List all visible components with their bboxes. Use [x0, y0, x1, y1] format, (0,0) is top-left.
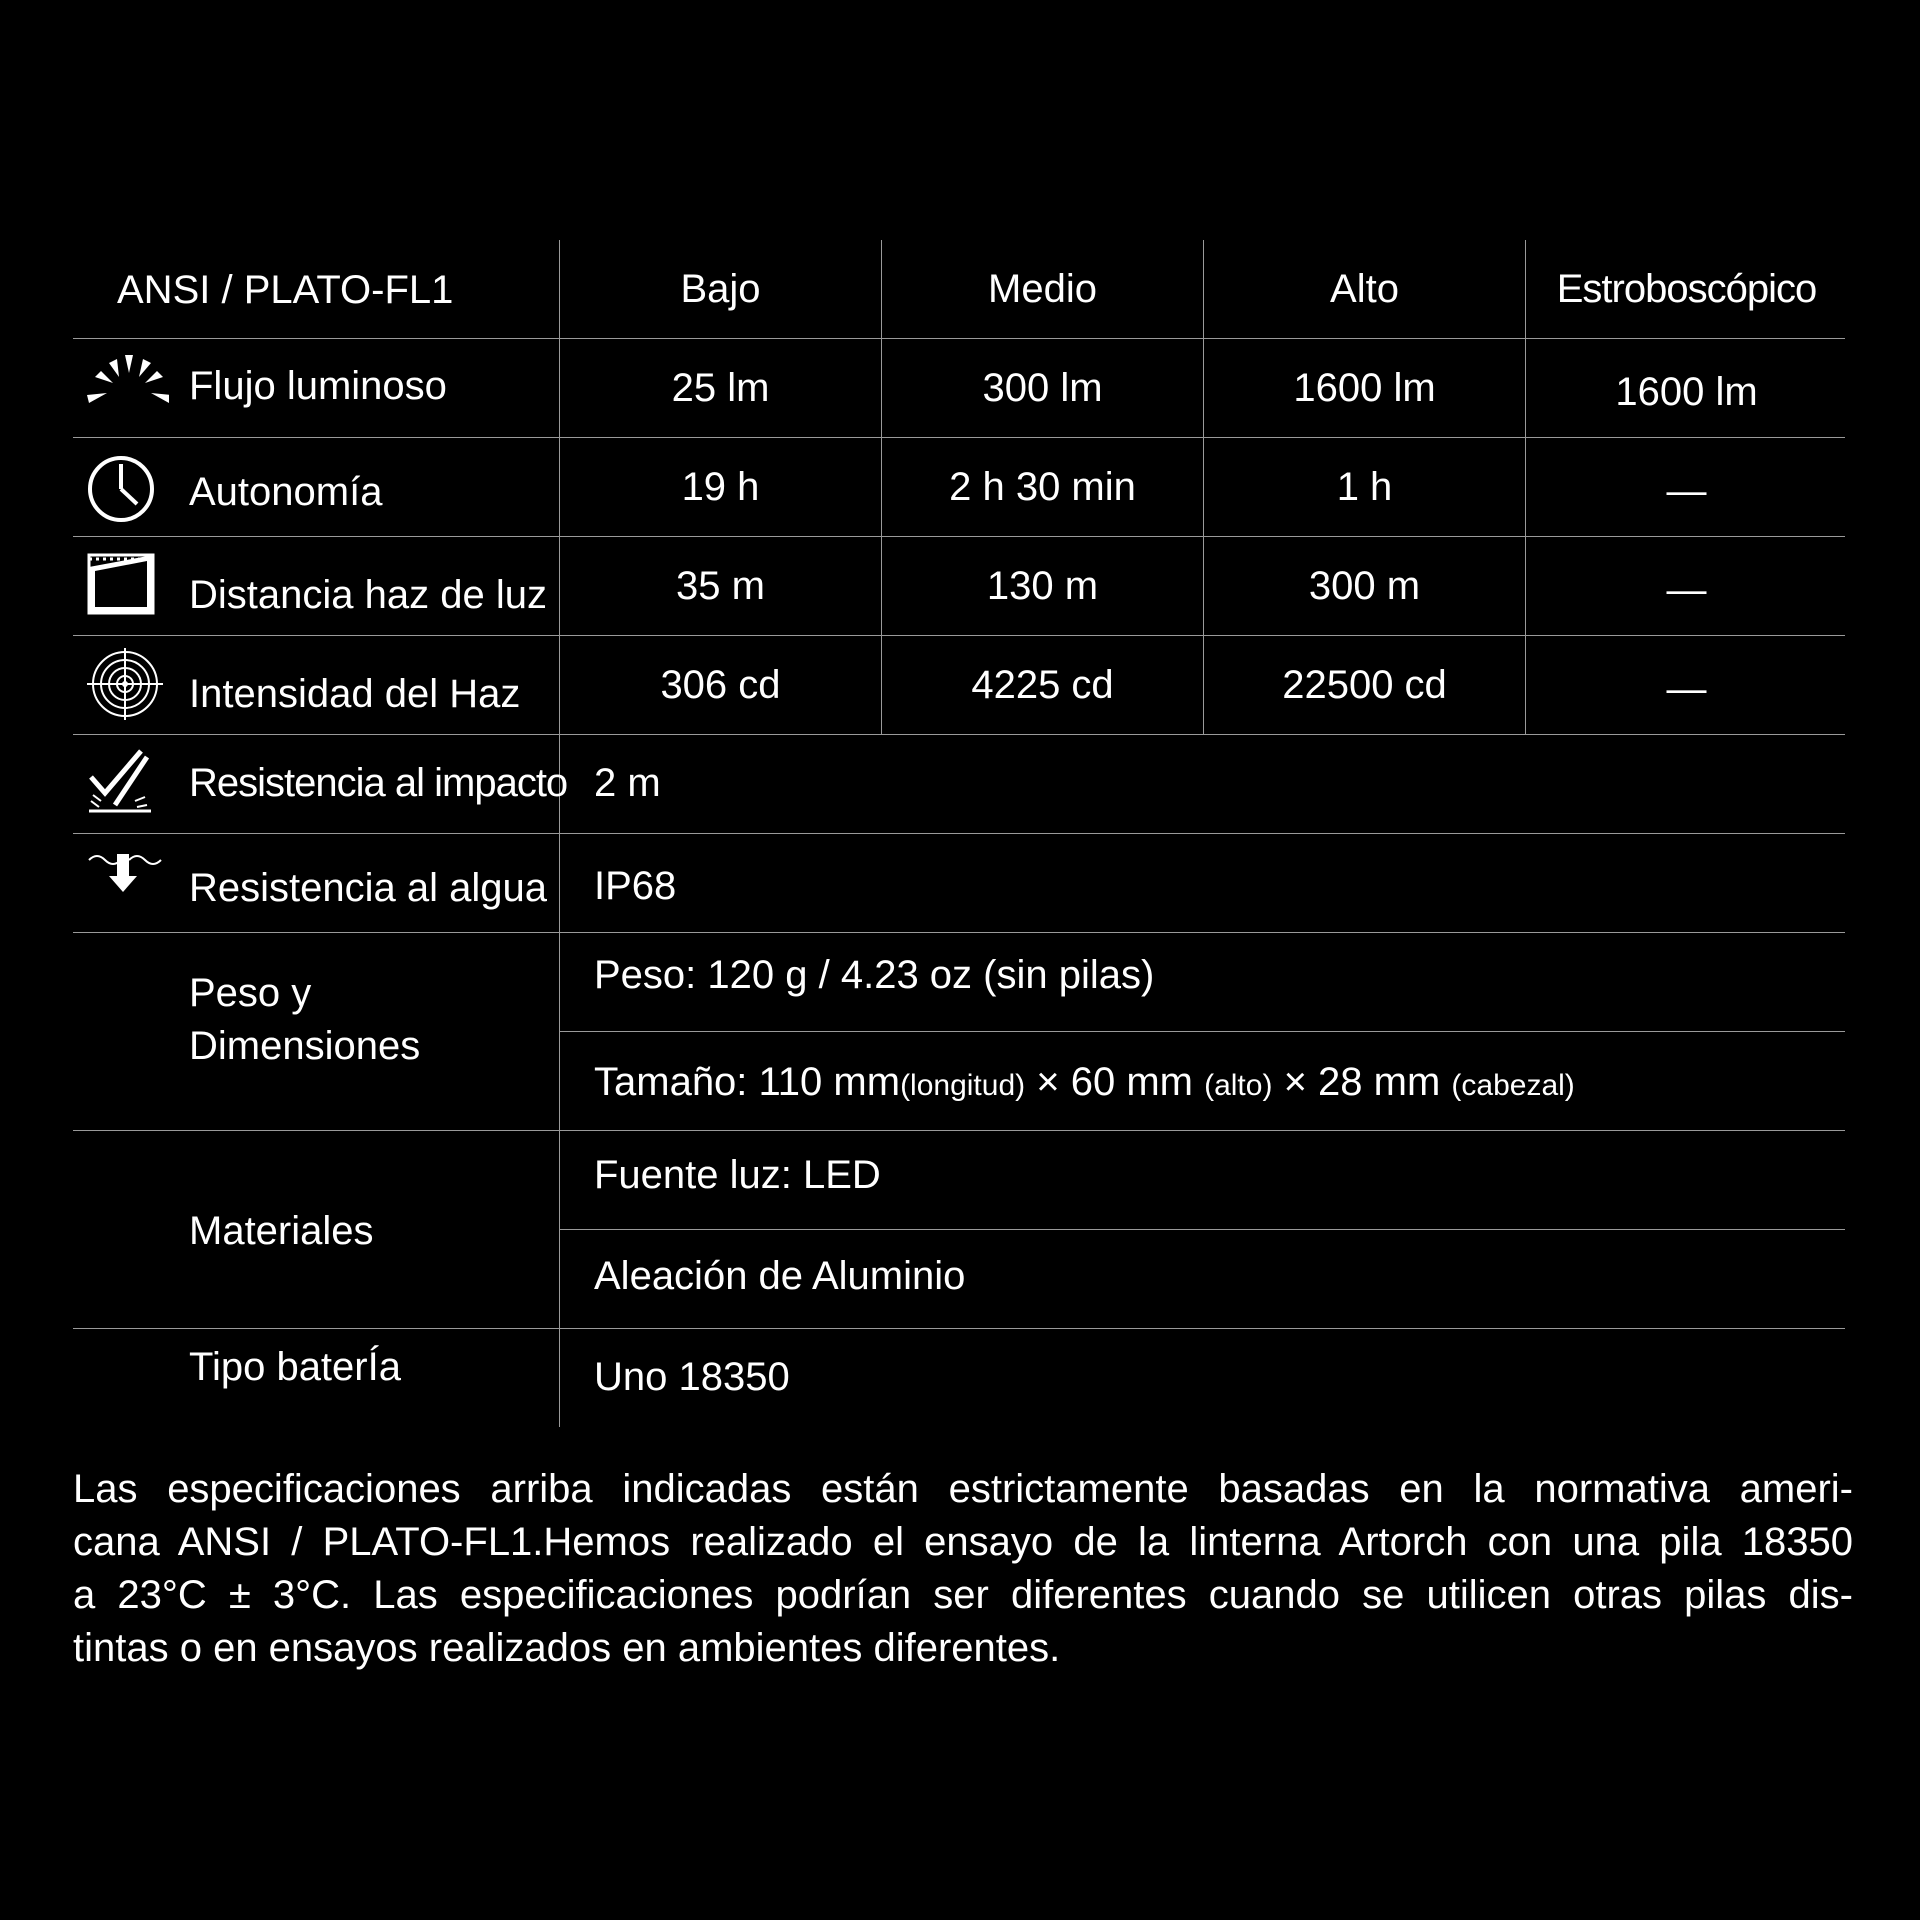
size-value: Tamaño: 110 mm(longitud) × 60 mm (alto) × 28 mm (cabezal) — [594, 1060, 1575, 1104]
header-label-cell — [73, 240, 560, 338]
intensity-strobe: — — [1666, 666, 1707, 711]
beam-distance-icon — [87, 553, 169, 625]
impact-label: Resistencia al impacto — [189, 761, 568, 805]
flux-label: Flujo luminoso — [189, 364, 447, 408]
note-line-1: Las especificaciones arriba indicadas están estrictamente basadas en la normativa ameri- — [73, 1467, 1853, 1511]
weight-value: Peso: 120 g / 4.23 oz (sin pilas) — [594, 953, 1155, 997]
clock-icon — [87, 452, 169, 524]
intensity-low: 306 cd — [560, 636, 882, 734]
runtime-high: 1 h — [1204, 438, 1526, 536]
water-row — [73, 834, 1845, 933]
mode-medium: Medio — [882, 240, 1204, 338]
materials-label: Materiales — [189, 1209, 374, 1253]
body-material-value: Aleación de Aluminio — [594, 1254, 966, 1298]
impact-row — [73, 735, 1845, 834]
light-burst-icon — [87, 349, 169, 421]
weight-label-line2: Dimensiones — [189, 1024, 421, 1068]
runtime-medium: 2 h 30 min — [882, 438, 1204, 536]
impact-icon — [87, 749, 169, 821]
note-line-4: tintas o en ensayos realizados en ambientes diferentes. — [73, 1626, 1061, 1670]
note-line-2: cana ANSI / PLATO-FL1.Hemos realizado el ensayo de la linterna Artorch con una pila 18350 — [73, 1520, 1853, 1564]
size-sub — [560, 1032, 1845, 1130]
weight-label-line1: Peso y — [189, 971, 312, 1015]
mode-strobe: Estroboscópico — [1556, 266, 1817, 311]
flux-high: 1600 lm — [1204, 339, 1526, 437]
runtime-low: 19 h — [560, 438, 882, 536]
mode-low: Bajo — [560, 240, 882, 338]
battery-row — [73, 1329, 1845, 1427]
intensity-medium: 4225 cd — [882, 636, 1204, 734]
distance-row — [73, 537, 1845, 636]
distance-strobe: — — [1666, 567, 1707, 612]
flux-low: 25 lm — [560, 339, 882, 437]
distance-high: 300 m — [1204, 537, 1526, 635]
battery-label: Tipo baterÍa — [189, 1345, 401, 1389]
materials-row — [73, 1131, 1845, 1329]
light-source-sub — [560, 1131, 1845, 1230]
body-material-sub — [560, 1230, 1845, 1328]
intensity-high: 22500 cd — [1204, 636, 1526, 734]
mode-high: Alto — [1204, 240, 1526, 338]
weight-row — [73, 933, 1845, 1131]
water-value: IP68 — [594, 864, 677, 908]
flux-row — [73, 339, 1845, 438]
standard-label: ANSI / PLATO-FL1 — [117, 268, 454, 312]
flux-strobe: 1600 lm — [1615, 369, 1758, 414]
disclaimer-note — [73, 1463, 1853, 1675]
light-source-value: Fuente luz: LED — [594, 1153, 881, 1197]
impact-value: 2 m — [594, 761, 661, 805]
weight-sub — [560, 933, 1845, 1032]
intensity-label: Intensidad del Haz — [189, 672, 521, 716]
note-line-3: a 23°C ± 3°C. Las especificaciones podrían ser diferentes cuando se utilicen otras pilas dis- — [73, 1573, 1853, 1617]
distance-medium: 130 m — [882, 537, 1204, 635]
runtime-label: Autonomía — [189, 470, 383, 514]
target-icon — [87, 648, 169, 720]
battery-value: Uno 18350 — [594, 1355, 790, 1399]
water-label: Resistencia al algua — [189, 866, 547, 910]
flux-medium: 300 lm — [882, 339, 1204, 437]
distance-label: Distancia haz de luz — [189, 573, 547, 617]
runtime-row — [73, 438, 1845, 537]
runtime-strobe: — — [1666, 468, 1707, 513]
intensity-row — [73, 636, 1845, 735]
spec-table — [73, 240, 1845, 1427]
water-icon — [87, 850, 169, 922]
distance-low: 35 m — [560, 537, 882, 635]
header-row — [73, 240, 1845, 339]
